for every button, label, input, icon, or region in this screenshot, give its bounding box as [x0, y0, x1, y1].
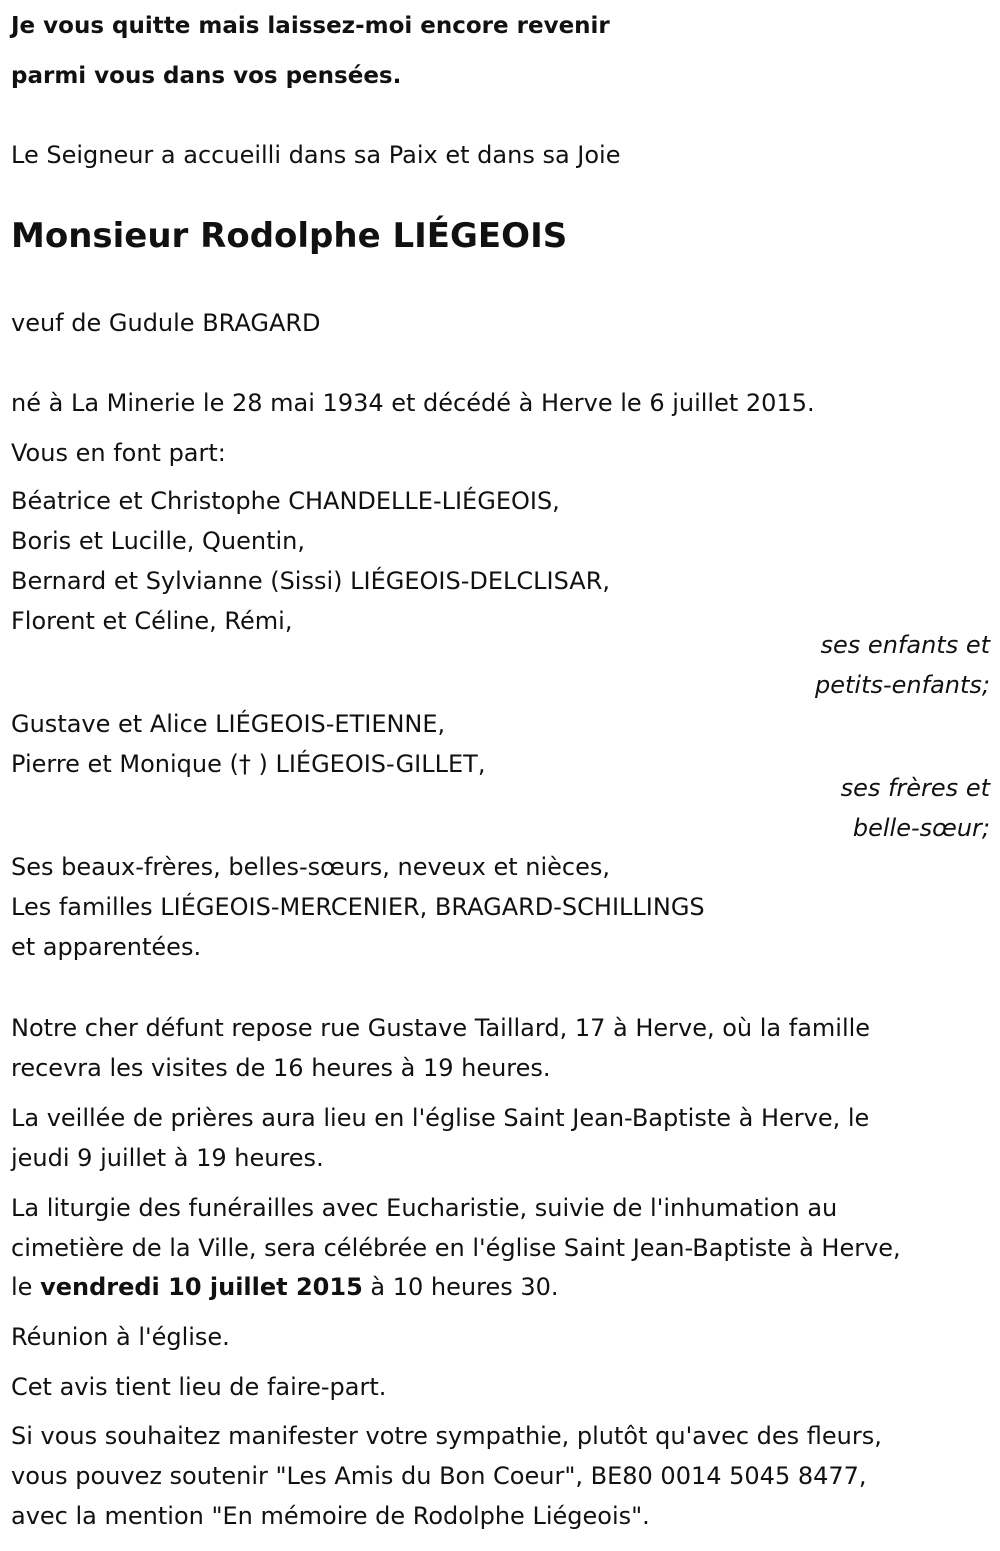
funeral-line-3: [11, 1267, 559, 1307]
funeral-date: vendredi 10 juillet 2015: [40, 1273, 363, 1301]
extended-family-line: Ses beaux-frères, belles-sœurs, neveux et nièces,: [11, 853, 611, 881]
donation-line-2: vous pouvez soutenir "Les Amis du Bon Coeur", BE80 0014 5045 8477,: [11, 1462, 867, 1490]
children-line: Boris et Lucille, Quentin,: [11, 527, 305, 555]
visitation-line-2: recevra les visites de 16 heures à 19 heures.: [11, 1054, 551, 1082]
siblings-role-line-2: belle-sœur;: [852, 814, 990, 842]
children-line: Florent et Céline, Rémi,: [11, 607, 293, 635]
deceased-name: Monsieur Rodolphe LIÉGEOIS: [11, 216, 568, 256]
funeral-line-1: La liturgie des funérailles avec Eucharistie, suivie de l'inhumation au: [11, 1194, 838, 1222]
siblings-line: Gustave et Alice LIÉGEOIS-ETIENNE,: [11, 710, 446, 738]
vigil-line-1: La veillée de prières aura lieu en l'église Saint Jean-Baptiste à Herve, le: [11, 1104, 870, 1132]
announcement-text: Vous en font part:: [11, 439, 226, 467]
notice-text: Cet avis tient lieu de faire-part.: [11, 1373, 387, 1401]
meeting-text: Réunion à l'église.: [11, 1323, 230, 1351]
spouse-text: veuf de Gudule BRAGARD: [11, 309, 321, 337]
funeral-time: à 10 heures 30.: [362, 1273, 559, 1301]
extended-family-line: Les familles LIÉGEOIS-MERCENIER, BRAGARD-SCHILLINGS: [11, 893, 705, 921]
vigil-line-2: jeudi 9 juillet à 19 heures.: [11, 1144, 324, 1172]
donation-line-1: Si vous souhaitez manifester votre sympathie, plutôt qu'avec des fleurs,: [11, 1422, 882, 1450]
funeral-line-2: cimetière de la Ville, sera célébrée en l'église Saint Jean-Baptiste à Herve,: [11, 1234, 901, 1262]
siblings-role-line-1: ses frères et: [840, 774, 990, 802]
children-role-line-2: petits-enfants;: [815, 671, 990, 699]
birth-death-text: né à La Minerie le 28 mai 1934 et décédé à Herve le 6 juillet 2015.: [11, 389, 815, 417]
children-line: Bernard et Sylvianne (Sissi) LIÉGEOIS-DELCLISAR,: [11, 567, 611, 595]
intro-text: Le Seigneur a accueilli dans sa Paix et dans sa Joie: [11, 141, 621, 169]
epigraph-line-1: Je vous quitte mais laissez-moi encore revenir: [11, 13, 610, 39]
extended-family-line: et apparentées.: [11, 933, 202, 961]
siblings-line: Pierre et Monique († ) LIÉGEOIS-GILLET,: [11, 750, 486, 778]
visitation-line-1: Notre cher défunt repose rue Gustave Taillard, 17 à Herve, où la famille: [11, 1014, 871, 1042]
funeral-prefix: le: [11, 1273, 41, 1301]
children-role-line-1: ses enfants et: [820, 631, 990, 659]
children-line: Béatrice et Christophe CHANDELLE-LIÉGEOIS,: [11, 487, 560, 515]
epigraph-line-2: parmi vous dans vos pensées.: [11, 63, 402, 89]
donation-line-3: avec la mention "En mémoire de Rodolphe Liégeois".: [11, 1502, 650, 1530]
